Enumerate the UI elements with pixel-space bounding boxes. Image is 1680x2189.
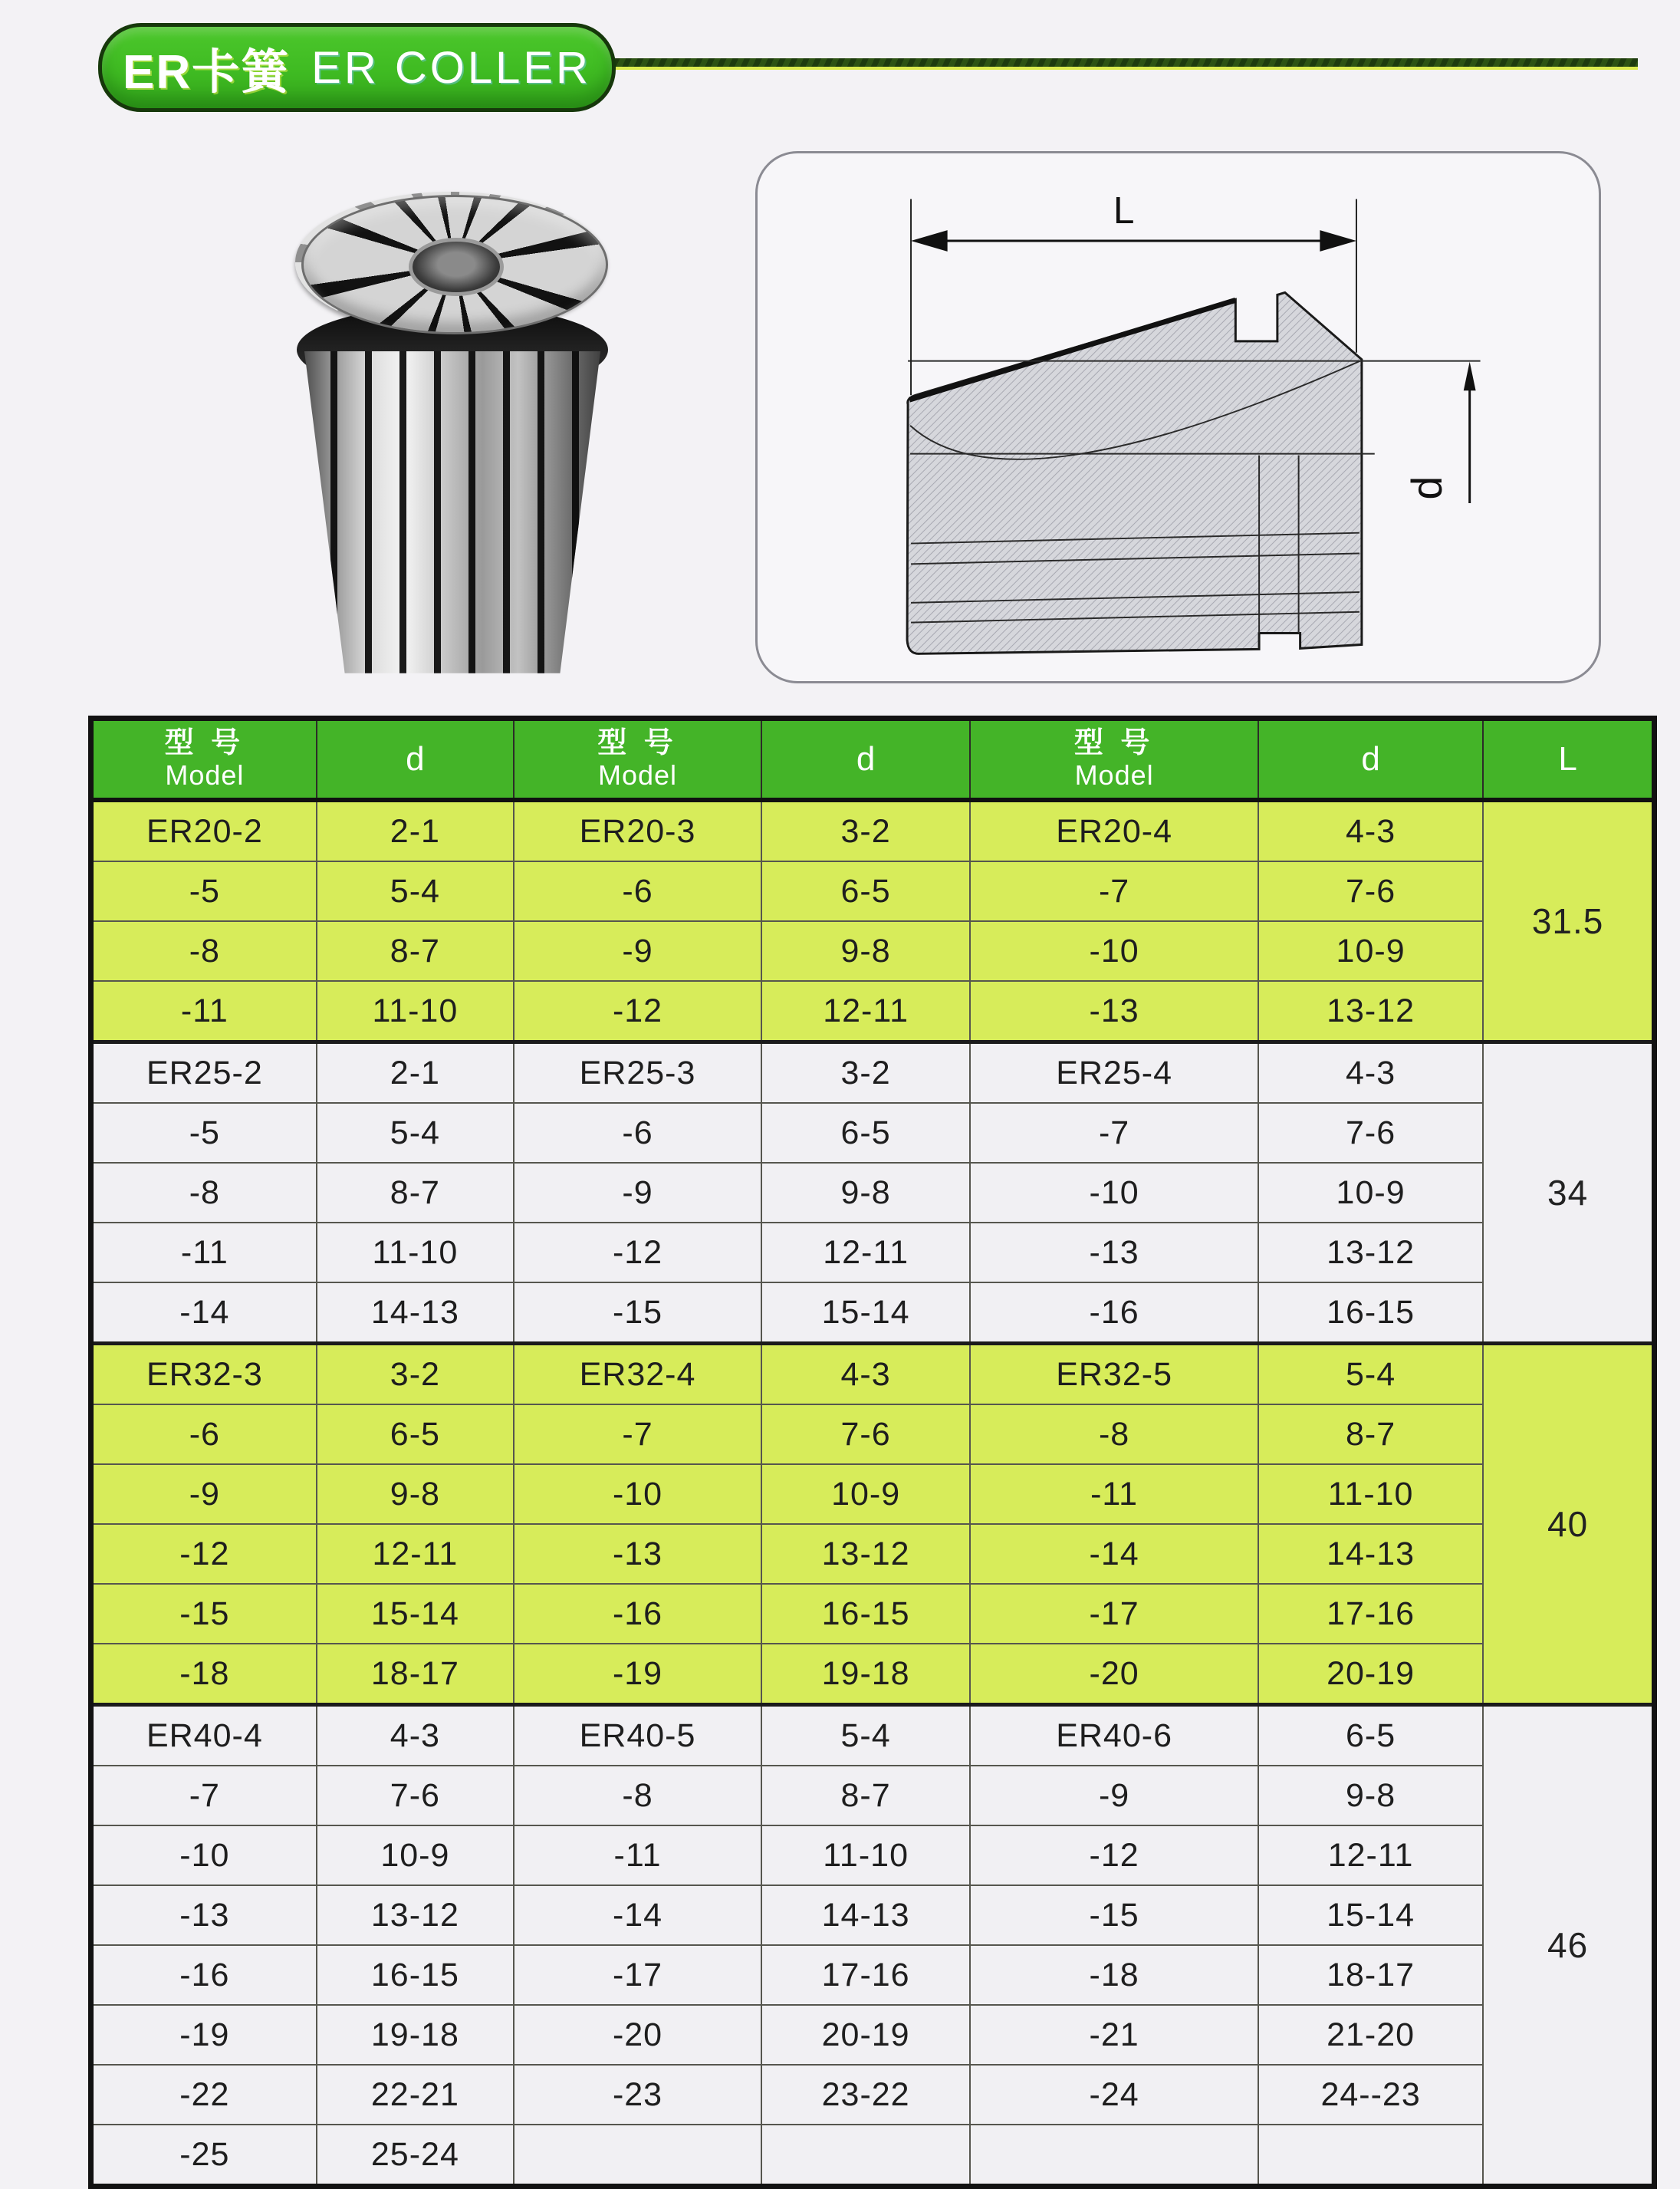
page-title-en: ER COLLER xyxy=(311,42,591,93)
model-cell: -20 xyxy=(970,1644,1258,1705)
d-cell: 17-16 xyxy=(761,1945,970,2005)
column-header-zh: 型 号 xyxy=(164,727,245,760)
model-cell: ER32-3 xyxy=(91,1344,317,1405)
d-cell: 25-24 xyxy=(317,2125,514,2187)
d-cell: 13-12 xyxy=(317,1885,514,1945)
d-cell: 4-3 xyxy=(1258,800,1483,861)
column-header-en: Model xyxy=(597,759,678,792)
collet-slits xyxy=(303,351,602,676)
table-row xyxy=(91,1766,1655,1825)
d-cell: 19-18 xyxy=(317,2005,514,2065)
model-cell: -13 xyxy=(970,981,1258,1042)
model-cell: ER25-3 xyxy=(514,1042,761,1104)
collet-photo xyxy=(295,189,610,686)
table-row xyxy=(91,1464,1655,1524)
model-cell xyxy=(970,2125,1258,2187)
d-cell: 10-9 xyxy=(1258,921,1483,981)
length-dimension-label: L xyxy=(1113,189,1135,232)
d-cell: 16-15 xyxy=(761,1584,970,1644)
d-cell: 20-19 xyxy=(761,2005,970,2065)
d-cell: 9-8 xyxy=(761,921,970,981)
column-header-label: d xyxy=(856,740,876,778)
d-cell: 18-17 xyxy=(317,1644,514,1705)
table-row xyxy=(91,921,1655,981)
d-cell: 8-7 xyxy=(761,1766,970,1825)
d-cell: 11-10 xyxy=(317,1223,514,1282)
model-cell: -14 xyxy=(514,1885,761,1945)
d-cell: 11-10 xyxy=(1258,1464,1483,1524)
l-value-cell: 34 xyxy=(1483,1042,1654,1344)
model-cell: -7 xyxy=(970,1103,1258,1163)
d-cell: 13-12 xyxy=(1258,1223,1483,1282)
arrowhead-left xyxy=(911,230,948,252)
model-cell: -6 xyxy=(514,1103,761,1163)
model-cell: ER40-5 xyxy=(514,1705,761,1766)
d-cell: 16-15 xyxy=(1258,1282,1483,1344)
table-row xyxy=(91,1404,1655,1464)
collet-dimension-diagram xyxy=(755,151,1601,683)
d-cell: 22-21 xyxy=(317,2065,514,2125)
model-cell: -24 xyxy=(970,2065,1258,2125)
d-cell: 5-4 xyxy=(761,1705,970,1766)
model-cell: -9 xyxy=(514,921,761,981)
d-cell: 10-9 xyxy=(761,1464,970,1524)
model-cell: -10 xyxy=(514,1464,761,1524)
d-cell: 20-19 xyxy=(1258,1644,1483,1705)
d-cell: 9-8 xyxy=(761,1163,970,1223)
d-cell: 17-16 xyxy=(1258,1584,1483,1644)
model-cell: ER32-4 xyxy=(514,1344,761,1405)
model-cell: -17 xyxy=(514,1945,761,2005)
d-cell: 5-4 xyxy=(317,861,514,921)
model-cell: -20 xyxy=(514,2005,761,2065)
table-row xyxy=(91,1584,1655,1644)
model-cell: -10 xyxy=(91,1825,317,1885)
d-cell: 7-6 xyxy=(1258,861,1483,921)
model-cell: -14 xyxy=(970,1524,1258,1584)
d-cell: 3-2 xyxy=(761,1042,970,1104)
model-cell: -16 xyxy=(514,1584,761,1644)
model-cell: -7 xyxy=(514,1404,761,1464)
arrowhead-up xyxy=(1464,362,1476,391)
model-cell: -23 xyxy=(514,2065,761,2125)
column-header-model xyxy=(514,719,761,801)
model-cell: -18 xyxy=(91,1644,317,1705)
header-row xyxy=(91,719,1655,801)
spec-table-header xyxy=(91,719,1655,801)
model-cell: -11 xyxy=(91,981,317,1042)
model-cell: -6 xyxy=(91,1404,317,1464)
model-cell: ER25-2 xyxy=(91,1042,317,1104)
model-cell xyxy=(514,2125,761,2187)
d-cell: 15-14 xyxy=(761,1282,970,1344)
model-cell: -8 xyxy=(91,1163,317,1223)
table-row xyxy=(91,1945,1655,2005)
column-header-zh: 型 号 xyxy=(597,727,678,760)
model-cell: -11 xyxy=(514,1825,761,1885)
d-cell: 14-13 xyxy=(1258,1524,1483,1584)
model-cell: -13 xyxy=(970,1223,1258,1282)
table-row xyxy=(91,1705,1655,1766)
d-cell: 6-5 xyxy=(317,1404,514,1464)
table-row xyxy=(91,800,1655,861)
model-cell: -12 xyxy=(514,1223,761,1282)
table-row xyxy=(91,2125,1655,2187)
d-cell: 8-7 xyxy=(1258,1404,1483,1464)
d-cell: 6-5 xyxy=(761,1103,970,1163)
table-row xyxy=(91,2065,1655,2125)
d-cell: 12-11 xyxy=(1258,1825,1483,1885)
d-cell: 8-7 xyxy=(317,921,514,981)
diameter-dimension-label: d xyxy=(1403,476,1452,500)
model-cell: -25 xyxy=(91,2125,317,2187)
table-row xyxy=(91,1644,1655,1705)
d-cell: 7-6 xyxy=(1258,1103,1483,1163)
d-cell: 3-2 xyxy=(317,1344,514,1405)
d-cell: 4-3 xyxy=(1258,1042,1483,1104)
model-cell: -13 xyxy=(514,1524,761,1584)
column-header-label: d xyxy=(406,740,425,778)
model-cell: ER20-3 xyxy=(514,800,761,861)
collet-spec-table xyxy=(88,716,1657,2189)
model-cell: -12 xyxy=(91,1524,317,1584)
table-row xyxy=(91,1524,1655,1584)
d-cell: 23-22 xyxy=(761,2065,970,2125)
d-cell: 2-1 xyxy=(317,800,514,861)
d-cell: 13-12 xyxy=(761,1524,970,1584)
model-cell: -21 xyxy=(970,2005,1258,2065)
model-cell: -5 xyxy=(91,861,317,921)
d-cell: 11-10 xyxy=(761,1825,970,1885)
model-cell: -7 xyxy=(91,1766,317,1825)
l-value-cell: 46 xyxy=(1483,1705,1654,2187)
d-cell: 3-2 xyxy=(761,800,970,861)
model-cell: ER25-4 xyxy=(970,1042,1258,1104)
banner-rule-line xyxy=(590,58,1638,70)
model-cell: -11 xyxy=(91,1223,317,1282)
d-cell: 9-8 xyxy=(317,1464,514,1524)
d-cell: 9-8 xyxy=(1258,1766,1483,1825)
model-cell: -11 xyxy=(970,1464,1258,1524)
column-header-label: L xyxy=(1558,740,1577,778)
table-row xyxy=(91,1282,1655,1344)
model-cell: ER20-2 xyxy=(91,800,317,861)
d-cell: 2-1 xyxy=(317,1042,514,1104)
d-cell: 6-5 xyxy=(1258,1705,1483,1766)
d-cell: 6-5 xyxy=(761,861,970,921)
model-cell: ER20-4 xyxy=(970,800,1258,861)
model-cell: -8 xyxy=(970,1404,1258,1464)
d-cell: 7-6 xyxy=(317,1766,514,1825)
d-cell: 4-3 xyxy=(761,1344,970,1405)
model-cell: -13 xyxy=(91,1885,317,1945)
model-cell: ER32-5 xyxy=(970,1344,1258,1405)
model-cell: ER40-4 xyxy=(91,1705,317,1766)
model-cell: ER40-6 xyxy=(970,1705,1258,1766)
d-cell: 10-9 xyxy=(1258,1163,1483,1223)
column-header-d xyxy=(317,719,514,801)
collet-body xyxy=(303,351,602,676)
d-cell: 12-11 xyxy=(761,981,970,1042)
column-header-model xyxy=(91,719,317,801)
table-row xyxy=(91,1163,1655,1223)
d-cell: 7-6 xyxy=(761,1404,970,1464)
table-row xyxy=(91,1825,1655,1885)
table-row xyxy=(91,981,1655,1042)
d-cell: 18-17 xyxy=(1258,1945,1483,2005)
d-cell: 24--23 xyxy=(1258,2065,1483,2125)
column-header-model xyxy=(970,719,1258,801)
table-row xyxy=(91,2005,1655,2065)
d-cell: 11-10 xyxy=(317,981,514,1042)
model-cell: -6 xyxy=(514,861,761,921)
model-cell: -14 xyxy=(91,1282,317,1344)
table-row xyxy=(91,1223,1655,1282)
d-cell: 12-11 xyxy=(317,1524,514,1584)
model-cell: -7 xyxy=(970,861,1258,921)
l-value-cell: 31.5 xyxy=(1483,800,1654,1042)
model-cell: -15 xyxy=(91,1584,317,1644)
d-cell: 14-13 xyxy=(317,1282,514,1344)
d-cell: 12-11 xyxy=(761,1223,970,1282)
model-cell: -19 xyxy=(514,1644,761,1705)
model-cell: -10 xyxy=(970,1163,1258,1223)
model-cell: -8 xyxy=(91,921,317,981)
page-title-zh: ER卡簧 xyxy=(123,45,291,99)
table-row xyxy=(91,1344,1655,1405)
table-row xyxy=(91,861,1655,921)
d-cell: 14-13 xyxy=(761,1885,970,1945)
model-cell: -22 xyxy=(91,2065,317,2125)
model-cell: -15 xyxy=(970,1885,1258,1945)
l-value-cell: 40 xyxy=(1483,1344,1654,1705)
column-header-zh: 型 号 xyxy=(1073,727,1155,760)
model-cell: -17 xyxy=(970,1584,1258,1644)
model-cell: -15 xyxy=(514,1282,761,1344)
table-row xyxy=(91,1885,1655,1945)
model-cell: -16 xyxy=(970,1282,1258,1344)
d-cell: 8-7 xyxy=(317,1163,514,1223)
d-cell: 19-18 xyxy=(761,1644,970,1705)
column-header-label: d xyxy=(1361,740,1380,778)
d-cell: 15-14 xyxy=(317,1584,514,1644)
model-cell: -12 xyxy=(970,1825,1258,1885)
d-cell: 10-9 xyxy=(317,1825,514,1885)
d-cell: 21-20 xyxy=(1258,2005,1483,2065)
column-header-l xyxy=(1483,719,1654,801)
model-cell: -5 xyxy=(91,1103,317,1163)
collet-bore-hole xyxy=(409,238,504,296)
d-cell: 15-14 xyxy=(1258,1885,1483,1945)
d-cell: 5-4 xyxy=(1258,1344,1483,1405)
column-header-d xyxy=(761,719,970,801)
column-header-en: Model xyxy=(1074,759,1154,792)
table-row xyxy=(91,1042,1655,1104)
model-cell: -8 xyxy=(514,1766,761,1825)
arrowhead-right xyxy=(1320,230,1356,252)
d-cell: 16-15 xyxy=(317,1945,514,2005)
table-row xyxy=(91,1103,1655,1163)
model-cell: -9 xyxy=(91,1464,317,1524)
d-cell: 4-3 xyxy=(317,1705,514,1766)
model-cell: -12 xyxy=(514,981,761,1042)
d-cell xyxy=(761,2125,970,2187)
model-cell: -18 xyxy=(970,1945,1258,2005)
d-cell: 13-12 xyxy=(1258,981,1483,1042)
model-cell: -10 xyxy=(970,921,1258,981)
diagram-svg xyxy=(758,153,1599,681)
d-cell: 5-4 xyxy=(317,1103,514,1163)
d-cell xyxy=(1258,2125,1483,2187)
model-cell: -19 xyxy=(91,2005,317,2065)
spec-table-body xyxy=(91,800,1655,2187)
model-cell: -16 xyxy=(91,1945,317,2005)
column-header-d xyxy=(1258,719,1483,801)
collet-section-body xyxy=(907,292,1362,653)
model-cell: -9 xyxy=(970,1766,1258,1825)
column-header-en: Model xyxy=(165,759,245,792)
page-title-banner xyxy=(98,23,616,112)
model-cell: -9 xyxy=(514,1163,761,1223)
